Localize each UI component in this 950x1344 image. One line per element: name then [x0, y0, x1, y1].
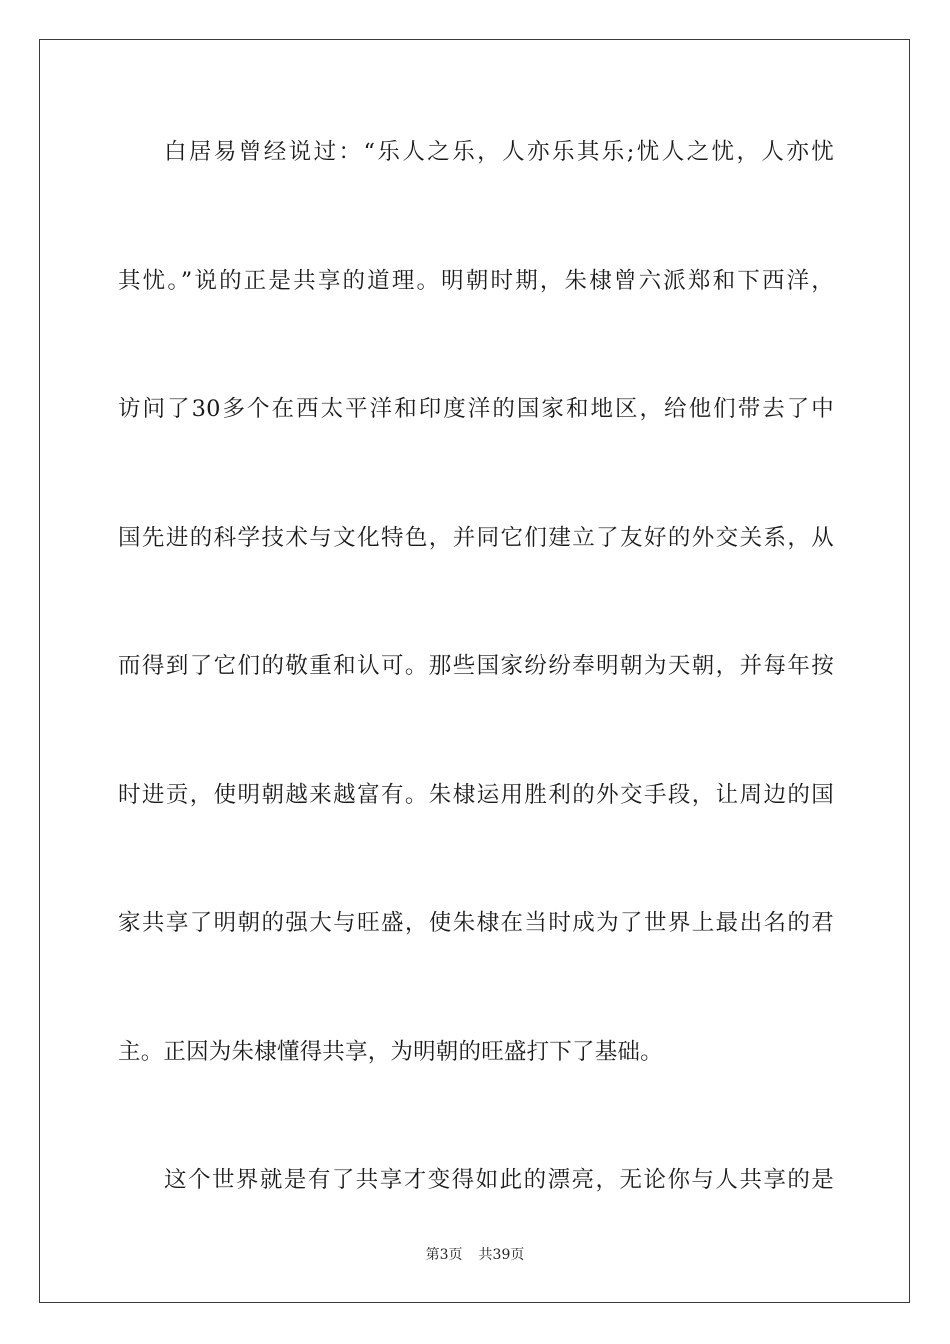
paragraph-1-line-8: 主。正因为朱棣懂得共享，为明朝的旺盛打下了基础。: [118, 1039, 663, 1065]
paragraph-2-line-1: 这个世界就是有了共享才变得如此的漂亮，无论你与人共享的是: [164, 1167, 834, 1193]
paragraph-1-line-3: 访问了30多个在西太平洋和印度洋的国家和地区，给他们带去了中: [118, 396, 834, 422]
paragraph-1-line-4: 国先进的科学技术与文化特色，并同它们建立了友好的外交关系，从: [118, 525, 834, 551]
page-total: 共39页: [478, 1247, 525, 1263]
paragraph-1-line-2: 其忧。”说的正是共享的道理。明朝时期，朱棣曾六派郑和下西洋，: [118, 268, 834, 294]
page-footer: [0, 1246, 950, 1264]
page-number: 第3页: [425, 1247, 463, 1263]
paragraph-1-line-1: 白居易曾经说过：“乐人之乐，人亦乐其乐;忧人之忧，人亦忧: [164, 139, 834, 165]
paragraph-1-line-7: 家共享了明朝的强大与旺盛，使朱棣在当时成为了世界上最出名的君: [118, 910, 834, 936]
paragraph-1-line-5: 而得到了它们的敬重和认可。那些国家纷纷奉明朝为天朝，并每年按: [118, 653, 834, 679]
paragraph-1-line-6: 时进贡，使明朝越来越富有。朱棣运用胜利的外交手段，让周边的国: [118, 782, 834, 808]
